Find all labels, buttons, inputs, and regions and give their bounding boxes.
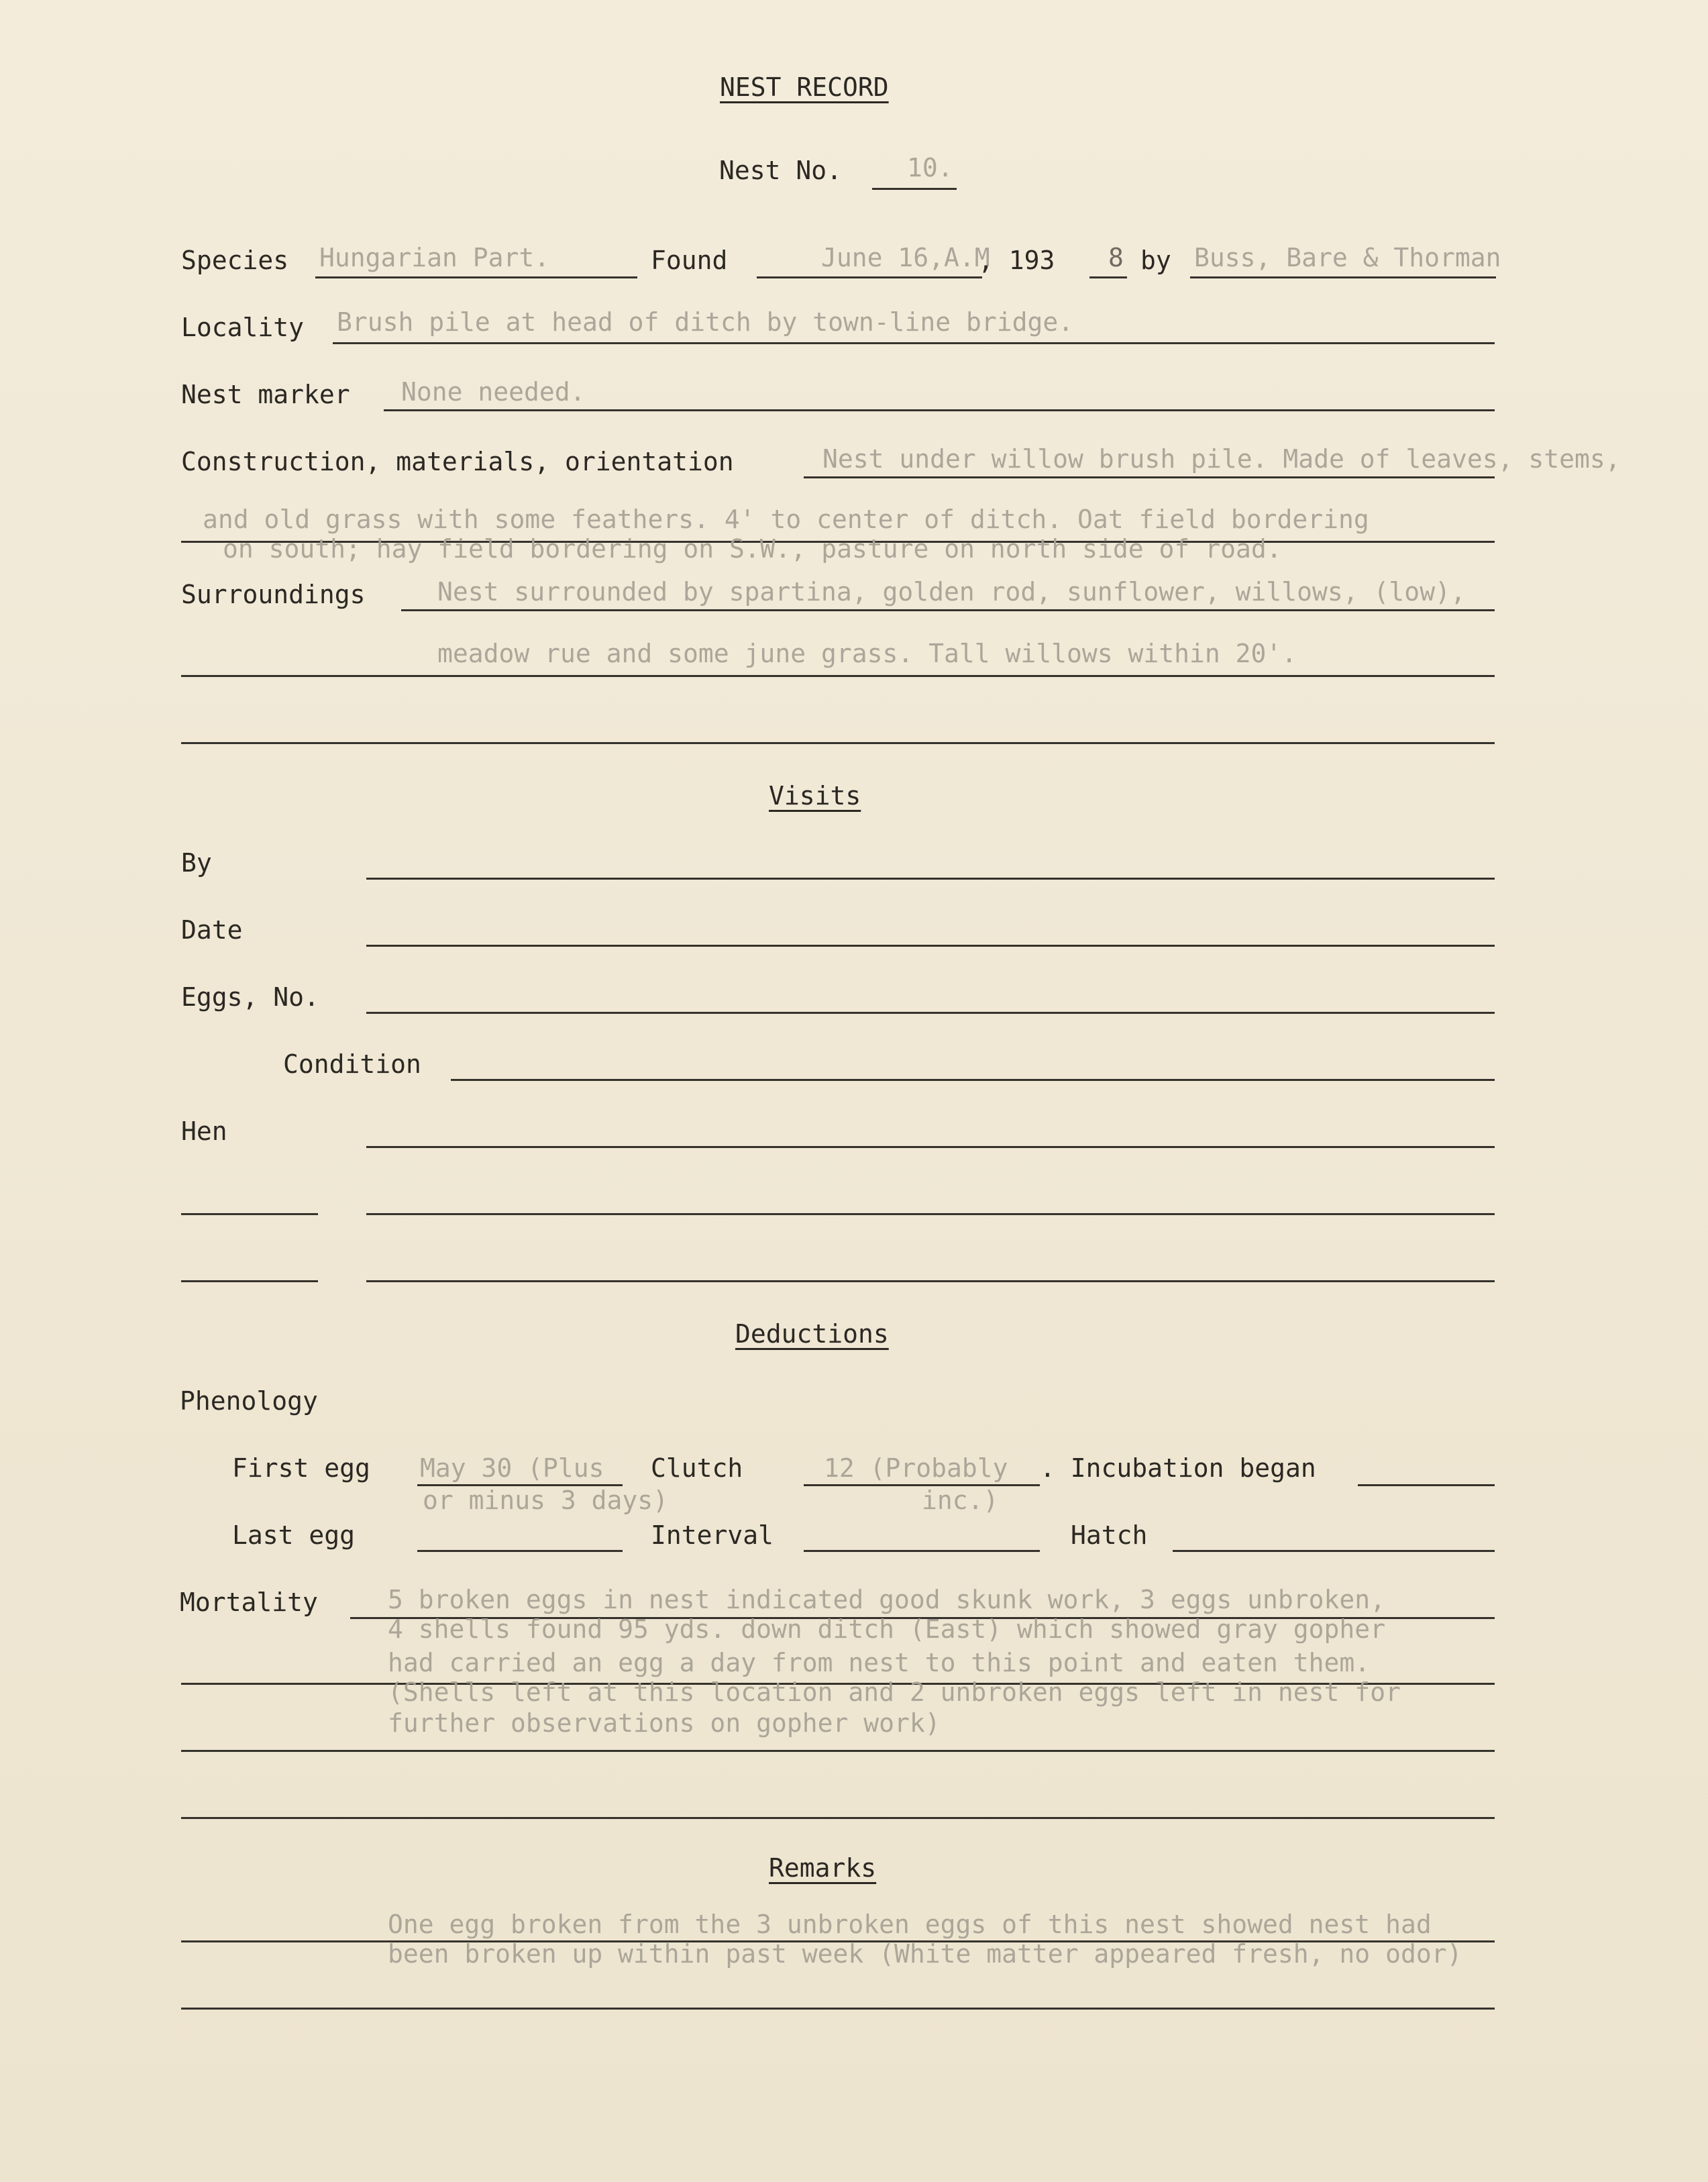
visits-extra-label-line-2[interactable] (181, 1280, 318, 1282)
mortality-line-4[interactable]: (Shells left at this location and 2 unbroken eggs left in nest for (388, 1677, 1401, 1707)
surroundings-underline-3 (181, 742, 1495, 744)
species-label: Species (181, 246, 289, 275)
last-egg-line[interactable] (417, 1550, 623, 1552)
locality-label: Locality (181, 313, 305, 342)
hatch-line[interactable] (1173, 1550, 1495, 1552)
incubation-label: . Incubation began (1040, 1453, 1316, 1483)
clutch-label: Clutch (651, 1453, 743, 1483)
visits-extra-line-1[interactable] (366, 1213, 1495, 1215)
interval-line[interactable] (804, 1550, 1040, 1552)
nest-no-label: Nest No. (719, 156, 843, 185)
species-value[interactable]: Hungarian Part. (319, 243, 550, 272)
phenology-label: Phenology (180, 1386, 318, 1416)
hatch-label: Hatch (1071, 1520, 1148, 1550)
visits-condition-label: Condition (283, 1049, 421, 1079)
surroundings-label: Surroundings (181, 580, 366, 609)
remarks-line-2[interactable]: been broken up within past week (White matter appeared fresh, no odor) (388, 1939, 1462, 1969)
surroundings-underline-1 (401, 609, 1495, 611)
page-title: NEST RECORD (720, 72, 889, 102)
incubation-line[interactable] (1358, 1484, 1495, 1486)
surroundings-line-1[interactable]: Nest surrounded by spartina, golden rod, sunflower, willows, (low), (437, 577, 1466, 607)
visits-date-line[interactable] (366, 945, 1495, 947)
construction-label: Construction, materials, orientation (181, 447, 734, 476)
species-underline (315, 276, 637, 278)
visits-by-line[interactable] (366, 878, 1495, 880)
remarks-heading: Remarks (769, 1853, 877, 1883)
remarks-underline-2 (181, 2008, 1495, 2010)
surroundings-underline-2 (181, 675, 1495, 677)
nest-marker-underline (384, 409, 1495, 411)
mortality-underline-4 (181, 1817, 1495, 1819)
locality-underline (333, 342, 1495, 344)
first-egg-label: First egg (232, 1453, 370, 1483)
found-date-value[interactable]: June 16,A.M (821, 243, 990, 272)
remarks-line-1[interactable]: One egg broken from the 3 unbroken eggs of this nest showed nest had (388, 1910, 1432, 1939)
deductions-heading: Deductions (735, 1319, 889, 1349)
found-by-underline (1190, 276, 1496, 278)
visits-extra-line-2[interactable] (366, 1280, 1495, 1282)
visits-eggs-label: Eggs, No. (181, 982, 319, 1012)
visits-heading: Visits (769, 781, 861, 811)
clutch-value-line-1[interactable]: 12 (Probably (824, 1453, 1008, 1483)
construction-line-3[interactable]: on south; hay field bordering on S.W., pasture on north side of road. (223, 534, 1282, 564)
mortality-line-5[interactable]: further observations on gopher work) (388, 1708, 941, 1738)
last-egg-label: Last egg (232, 1520, 356, 1550)
clutch-value-line-2[interactable]: inc.) (922, 1486, 999, 1515)
visits-extra-label-line-1[interactable] (181, 1213, 318, 1215)
visits-eggs-line[interactable] (366, 1012, 1495, 1014)
interval-label: Interval (651, 1520, 774, 1550)
visits-hen-line[interactable] (366, 1146, 1495, 1148)
nest-no-value[interactable]: 10. (907, 153, 953, 183)
locality-value[interactable]: Brush pile at head of ditch by town-line bridge. (337, 307, 1074, 337)
nest-marker-label: Nest marker (181, 380, 350, 409)
construction-line-2[interactable]: and old grass with some feathers. 4' to center of ditch. Oat field bordering (203, 505, 1369, 534)
mortality-label: Mortality (180, 1588, 318, 1617)
visits-by-label: By (181, 848, 212, 878)
found-label: Found (651, 246, 728, 275)
surroundings-line-2[interactable]: meadow rue and some june grass. Tall willows within 20'. (437, 639, 1297, 668)
visits-condition-line[interactable] (451, 1079, 1495, 1081)
found-year-prefix: , 193 (978, 246, 1055, 275)
found-year-digit[interactable]: 8 (1108, 243, 1124, 272)
construction-underline-1 (804, 476, 1495, 478)
first-egg-value-line-2[interactable]: or minus 3 days) (423, 1486, 669, 1515)
nest-marker-value[interactable]: None needed. (401, 377, 586, 407)
mortality-line-3[interactable]: had carried an egg a day from nest to this point and eaten them. (388, 1648, 1371, 1677)
visits-hen-label: Hen (181, 1116, 227, 1146)
found-by-label: by (1140, 246, 1171, 275)
found-year-underline (1089, 276, 1127, 278)
mortality-line-2[interactable]: 4 shells found 95 yds. down ditch (East) which showed gray gopher (388, 1614, 1386, 1644)
found-date-underline (757, 276, 982, 278)
visits-date-label: Date (181, 915, 243, 945)
construction-line-1[interactable]: Nest under willow brush pile. Made of leaves, stems, (822, 444, 1621, 474)
mortality-underline-3 (181, 1750, 1495, 1752)
first-egg-value-line-1[interactable]: May 30 (Plus (420, 1453, 604, 1483)
found-by-value[interactable]: Buss, Bare & Thorman (1194, 243, 1501, 272)
nest-no-underline (872, 188, 957, 190)
mortality-line-1[interactable]: 5 broken eggs in nest indicated good skunk work, 3 eggs unbroken, (388, 1585, 1386, 1614)
